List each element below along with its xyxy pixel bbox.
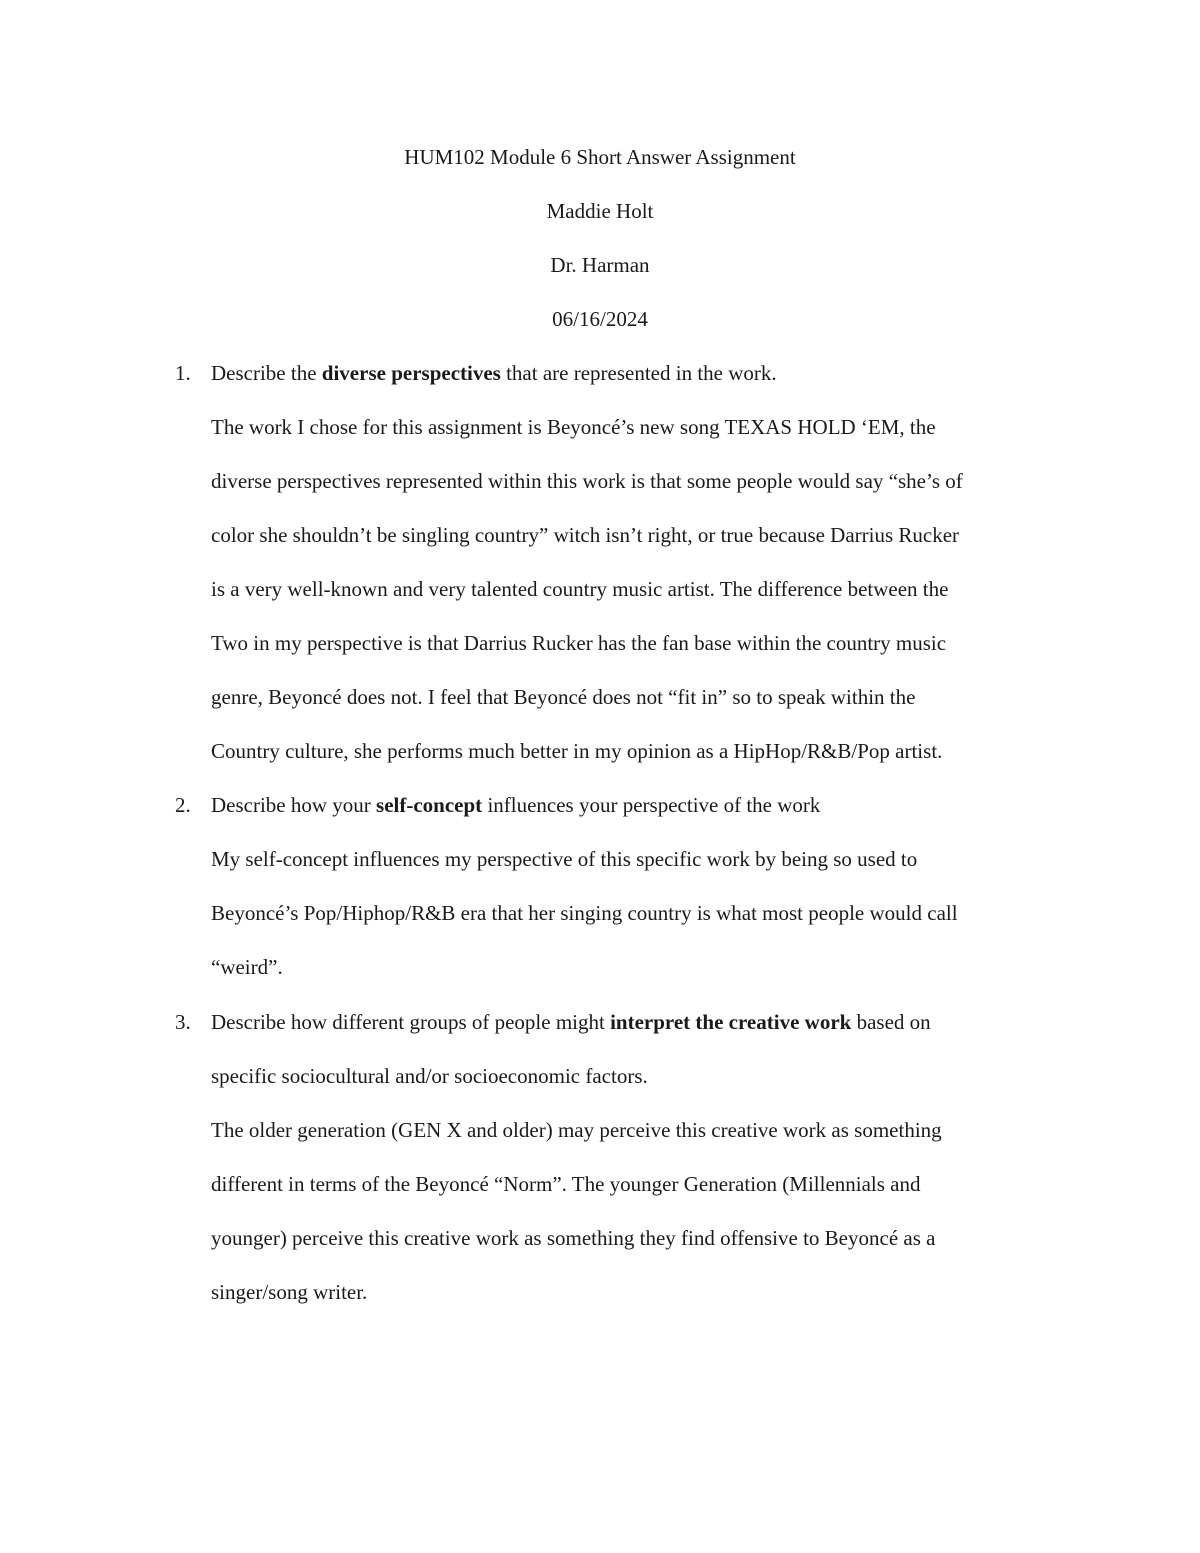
question-1-answer-line: Country culture, she performs much better in my opinion as a HipHop/R&B/Pop artist.: [211, 739, 943, 763]
question-2-prompt-post: influences your perspective of the work: [482, 793, 821, 817]
question-1-prompt-post: that are represented in the work.: [500, 361, 777, 385]
question-1-answer-line: Two in my perspective is that Darrius Rucker has the fan base within the country music: [211, 631, 947, 655]
question-2-prompt-bold: self-concept: [376, 793, 483, 817]
question-3-answer-line: singer/song writer.: [211, 1280, 368, 1304]
question-3-prompt: [211, 1008, 931, 1036]
question-3-prompt-bold: interpret the creative work: [610, 1010, 852, 1034]
question-2-number: 2.: [175, 793, 191, 817]
instructor-name: Dr. Harman: [550, 253, 650, 277]
question-2-answer-line: Beyoncé’s Pop/Hiphop/R&B era that her singing country is what most people would call: [211, 901, 958, 925]
question-3-answer-line: younger) perceive this creative work as something they find offensive to Beyoncé as a: [211, 1226, 936, 1250]
question-3-number: 3.: [175, 1010, 191, 1034]
question-2-prompt: [211, 791, 820, 819]
question-3-prompt-post: based on: [851, 1010, 931, 1034]
document-title: HUM102 Module 6 Short Answer Assignment: [404, 145, 796, 169]
question-2-prompt-pre: Describe how your: [211, 793, 377, 817]
question-1-answer-line: color she shouldn’t be singling country” witch isn’t right, or true because Darrius Rucker: [211, 523, 960, 547]
question-3-prompt-line-2: specific sociocultural and/or socioeconomic factors.: [211, 1064, 648, 1088]
question-3-prompt-pre: Describe how different groups of people might: [211, 1010, 611, 1034]
question-1-prompt: [211, 359, 777, 387]
author-name: Maddie Holt: [546, 199, 654, 223]
question-2-answer-line: “weird”.: [211, 955, 283, 979]
question-1-prompt-bold: diverse perspectives: [321, 361, 501, 385]
question-3-answer-line: different in terms of the Beyoncé “Norm”. The younger Generation (Millennials and: [211, 1172, 921, 1196]
question-1-answer-line: diverse perspectives represented within this work is that some people would say “she’s of: [211, 469, 963, 493]
document-date: 06/16/2024: [552, 307, 648, 331]
question-3-answer-line: The older generation (GEN X and older) may perceive this creative work as something: [211, 1118, 942, 1142]
question-1-number: 1.: [175, 361, 191, 385]
question-1-answer-line: The work I chose for this assignment is Beyoncé’s new song TEXAS HOLD ‘EM, the: [211, 415, 936, 439]
question-1-prompt-pre: Describe the: [211, 361, 322, 385]
question-1-answer-line: is a very well-known and very talented country music artist. The difference between the: [211, 577, 949, 601]
question-1-answer-line: genre, Beyoncé does not. I feel that Beyoncé does not “fit in” so to speak within the: [211, 685, 916, 709]
question-2-answer-line: My self-concept influences my perspective of this specific work by being so used to: [211, 847, 918, 871]
